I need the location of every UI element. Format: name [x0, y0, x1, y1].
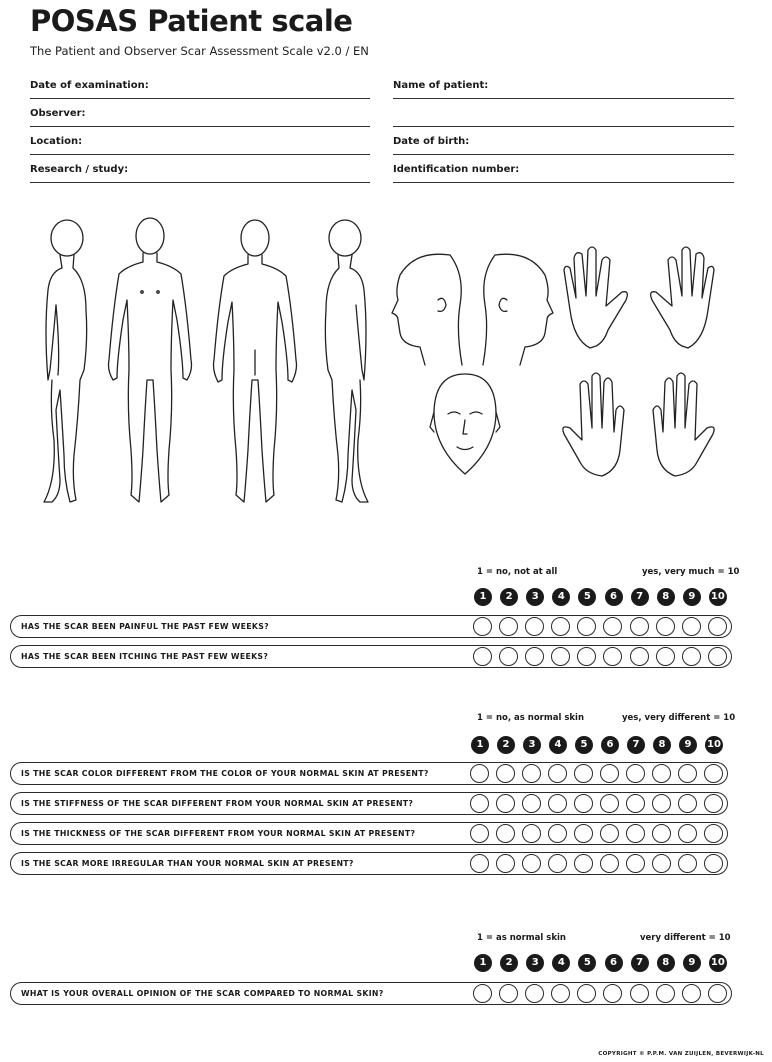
question-thickness-text: IS THE THICKNESS OF THE SCAR DIFFERENT FROM YOUR NORMAL SKIN AT PRESENT?: [21, 829, 416, 838]
stiffness-option-7-radio[interactable]: [626, 794, 645, 813]
scale-number-8: 8: [657, 588, 675, 606]
scale-number-4: 4: [552, 954, 570, 972]
section1-low-label: 1 = no, not at all: [477, 567, 558, 577]
itching-option-7-radio[interactable]: [630, 647, 649, 666]
thickness-option-3-radio[interactable]: [522, 824, 541, 843]
stiffness-option-10-radio[interactable]: [704, 794, 723, 813]
thickness-option-7-radio[interactable]: [626, 824, 645, 843]
scale-number-1: 1: [474, 588, 492, 606]
date-of-birth-field: [393, 128, 734, 155]
name-of-patient-input[interactable]: [494, 75, 734, 95]
scale-number-10: 10: [709, 954, 727, 972]
scale-number-3: 3: [526, 588, 544, 606]
irregular-option-5-radio[interactable]: [574, 854, 593, 873]
identification-number-label: Identification number:: [393, 163, 520, 175]
thickness-option-5-radio[interactable]: [574, 824, 593, 843]
question-overall-text: WHAT IS YOUR OVERALL OPINION OF THE SCAR COMPARED TO NORMAL SKIN?: [21, 989, 384, 998]
question-painful-row: [10, 615, 732, 638]
thickness-option-10-radio[interactable]: [704, 824, 723, 843]
scale-number-4: 4: [549, 736, 567, 754]
hand-back-right[interactable]: [651, 247, 714, 348]
head-front-view[interactable]: [430, 374, 500, 474]
copyright-text: COPYRIGHT © P.P.M. VAN ZUIJLEN, BEVERWIJK-NL: [598, 1051, 764, 1057]
color-option-3-radio[interactable]: [522, 764, 541, 783]
thickness-option-2-radio[interactable]: [496, 824, 515, 843]
question-color-text: IS THE SCAR COLOR DIFFERENT FROM THE COLOR OF YOUR NORMAL SKIN AT PRESENT?: [21, 769, 429, 778]
painful-option-8-radio[interactable]: [656, 617, 675, 636]
question-color-row: [10, 762, 728, 785]
irregular-option-1-radio[interactable]: [470, 854, 489, 873]
painful-option-4-radio[interactable]: [551, 617, 570, 636]
painful-option-1-radio[interactable]: [473, 617, 492, 636]
scale-number-6: 6: [605, 954, 623, 972]
scale-number-2: 2: [500, 954, 518, 972]
thickness-option-6-radio[interactable]: [600, 824, 619, 843]
overall-option-6-radio[interactable]: [603, 984, 622, 1003]
irregular-option-8-radio[interactable]: [652, 854, 671, 873]
irregular-option-9-radio[interactable]: [678, 854, 697, 873]
overall-option-3-radio[interactable]: [525, 984, 544, 1003]
itching-option-8-radio[interactable]: [656, 647, 675, 666]
painful-option-6-radio[interactable]: [603, 617, 622, 636]
thickness-option-4-radio[interactable]: [548, 824, 567, 843]
head-left-profile[interactable]: [392, 254, 462, 365]
scale-number-8: 8: [653, 736, 671, 754]
section3-low-label: 1 = as normal skin: [477, 933, 566, 943]
scale-number-6: 6: [605, 588, 623, 606]
itching-option-6-radio[interactable]: [603, 647, 622, 666]
research-study-field: [30, 156, 370, 183]
painful-option-9-radio[interactable]: [682, 617, 701, 636]
body-side-view-left[interactable]: [44, 220, 87, 502]
irregular-option-3-radio[interactable]: [522, 854, 541, 873]
itching-option-10-radio[interactable]: [708, 647, 727, 666]
location-field: [30, 128, 370, 155]
stiffness-option-1-radio[interactable]: [470, 794, 489, 813]
hand-back-left[interactable]: [564, 247, 627, 348]
observer-input[interactable]: [92, 103, 370, 123]
scale-number-1: 1: [474, 954, 492, 972]
question-painful-text: HAS THE SCAR BEEN PAINFUL THE PAST FEW WEEKS?: [21, 622, 269, 631]
section1-high-label: yes, very much = 10: [642, 567, 740, 577]
hand-palm-right[interactable]: [653, 373, 714, 476]
itching-option-3-radio[interactable]: [525, 647, 544, 666]
date-of-examination-label: Date of examination:: [30, 79, 149, 91]
overall-option-5-radio[interactable]: [577, 984, 596, 1003]
itching-option-1-radio[interactable]: [473, 647, 492, 666]
section2-low-label: 1 = no, as normal skin: [477, 713, 585, 723]
scale-number-4: 4: [552, 588, 570, 606]
page-title: POSAS Patient scale: [30, 4, 353, 38]
stiffness-option-6-radio[interactable]: [600, 794, 619, 813]
scale-number-5: 5: [578, 588, 596, 606]
scale-number-9: 9: [679, 736, 697, 754]
question-irregular-row: [10, 852, 728, 875]
painful-option-2-radio[interactable]: [499, 617, 518, 636]
stiffness-option-3-radio[interactable]: [522, 794, 541, 813]
painful-option-5-radio[interactable]: [577, 617, 596, 636]
question-itching-text: HAS THE SCAR BEEN ITCHING THE PAST FEW WEEKS?: [21, 652, 269, 661]
question-irregular-text: IS THE SCAR MORE IRREGULAR THAN YOUR NORMAL SKIN AT PRESENT?: [21, 859, 354, 868]
itching-option-9-radio[interactable]: [682, 647, 701, 666]
scale-number-7: 7: [631, 588, 649, 606]
scale-number-10: 10: [709, 588, 727, 606]
name-of-patient-field: [393, 72, 734, 99]
color-option-7-radio[interactable]: [626, 764, 645, 783]
thickness-option-1-radio[interactable]: [470, 824, 489, 843]
research-study-input[interactable]: [134, 159, 370, 179]
painful-option-10-radio[interactable]: [708, 617, 727, 636]
overall-option-7-radio[interactable]: [630, 984, 649, 1003]
location-input[interactable]: [88, 131, 370, 151]
question-stiffness-text: IS THE STIFFNESS OF THE SCAR DIFFERENT FROM YOUR NORMAL SKIN AT PRESENT?: [21, 799, 414, 808]
itching-option-2-radio[interactable]: [499, 647, 518, 666]
page-subtitle: The Patient and Observer Scar Assessment Scale v2.0 / EN: [30, 44, 369, 58]
color-option-4-radio[interactable]: [548, 764, 567, 783]
body-back-view[interactable]: [214, 220, 297, 502]
stiffness-option-5-radio[interactable]: [574, 794, 593, 813]
thickness-option-8-radio[interactable]: [652, 824, 671, 843]
scale-number-1: 1: [471, 736, 489, 754]
stiffness-option-9-radio[interactable]: [678, 794, 697, 813]
overall-option-9-radio[interactable]: [682, 984, 701, 1003]
scale-number-10: 10: [705, 736, 723, 754]
date-of-birth-label: Date of birth:: [393, 135, 470, 147]
scale-number-6: 6: [601, 736, 619, 754]
question-thickness-row: [10, 822, 728, 845]
location-label: Location:: [30, 135, 83, 147]
research-study-label: Research / study:: [30, 163, 129, 175]
date-of-birth-input[interactable]: [475, 131, 734, 151]
scale-number-9: 9: [683, 954, 701, 972]
overall-option-2-radio[interactable]: [499, 984, 518, 1003]
name-of-patient-extra-input[interactable]: [393, 103, 734, 123]
irregular-option-6-radio[interactable]: [600, 854, 619, 873]
date-of-examination-input[interactable]: [155, 75, 370, 95]
name-of-patient-extra-field: [393, 100, 734, 127]
head-right-profile[interactable]: [483, 254, 553, 365]
question-overall-row: [10, 982, 732, 1005]
overall-option-1-radio[interactable]: [473, 984, 492, 1003]
hand-palm-left[interactable]: [563, 373, 624, 476]
stiffness-option-4-radio[interactable]: [548, 794, 567, 813]
scale-number-2: 2: [500, 588, 518, 606]
identification-number-input[interactable]: [525, 159, 734, 179]
color-option-9-radio[interactable]: [678, 764, 697, 783]
scale-number-3: 3: [523, 736, 541, 754]
scale-number-9: 9: [683, 588, 701, 606]
section2-high-label: yes, very different = 10: [622, 713, 736, 723]
color-option-10-radio[interactable]: [704, 764, 723, 783]
body-side-view-right[interactable]: [325, 220, 368, 502]
question-itching-row: [10, 645, 732, 668]
scale-number-3: 3: [526, 954, 544, 972]
observer-label: Observer:: [30, 107, 86, 119]
scale-number-7: 7: [631, 954, 649, 972]
scale-number-2: 2: [497, 736, 515, 754]
observer-field: [30, 100, 370, 127]
section3-high-label: very different = 10: [640, 933, 731, 943]
name-of-patient-label: Name of patient:: [393, 79, 489, 91]
body-map[interactable]: [30, 210, 740, 520]
irregular-option-10-radio[interactable]: [704, 854, 723, 873]
thickness-option-9-radio[interactable]: [678, 824, 697, 843]
color-option-6-radio[interactable]: [600, 764, 619, 783]
painful-option-3-radio[interactable]: [525, 617, 544, 636]
itching-option-5-radio[interactable]: [577, 647, 596, 666]
scale-number-8: 8: [657, 954, 675, 972]
itching-option-4-radio[interactable]: [551, 647, 570, 666]
stiffness-option-2-radio[interactable]: [496, 794, 515, 813]
question-stiffness-row: [10, 792, 728, 815]
color-option-1-radio[interactable]: [470, 764, 489, 783]
color-option-8-radio[interactable]: [652, 764, 671, 783]
irregular-option-7-radio[interactable]: [626, 854, 645, 873]
overall-option-10-radio[interactable]: [708, 984, 727, 1003]
irregular-option-2-radio[interactable]: [496, 854, 515, 873]
overall-option-8-radio[interactable]: [656, 984, 675, 1003]
scale-number-5: 5: [578, 954, 596, 972]
color-option-2-radio[interactable]: [496, 764, 515, 783]
overall-option-4-radio[interactable]: [551, 984, 570, 1003]
date-of-examination-field: [30, 72, 370, 99]
identification-number-field: [393, 156, 734, 183]
scale-number-5: 5: [575, 736, 593, 754]
painful-option-7-radio[interactable]: [630, 617, 649, 636]
body-front-view[interactable]: [109, 218, 192, 502]
stiffness-option-8-radio[interactable]: [652, 794, 671, 813]
color-option-5-radio[interactable]: [574, 764, 593, 783]
scale-number-7: 7: [627, 736, 645, 754]
irregular-option-4-radio[interactable]: [548, 854, 567, 873]
